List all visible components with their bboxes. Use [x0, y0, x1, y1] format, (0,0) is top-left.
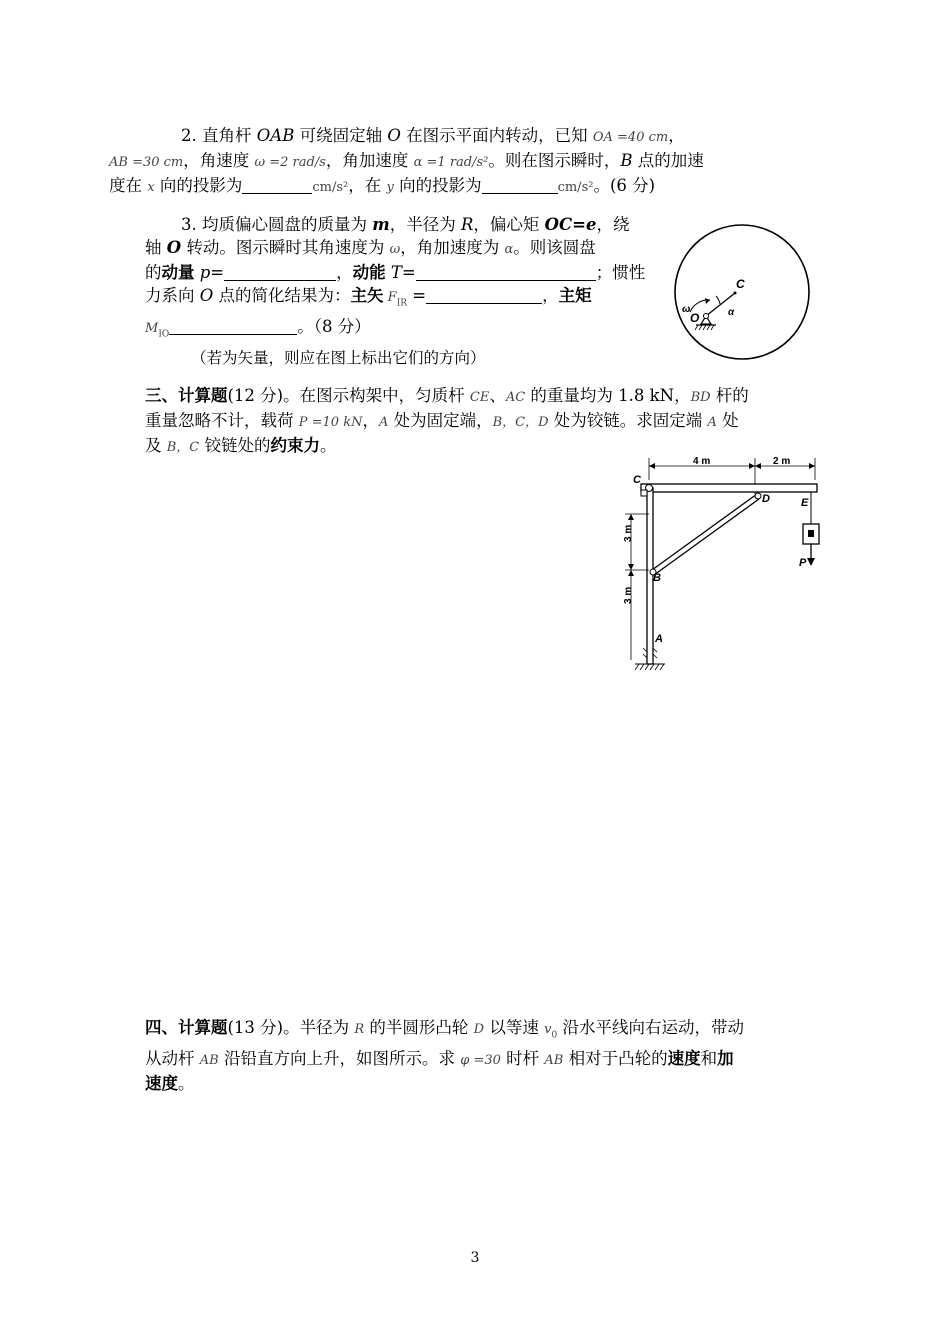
page-number: 3	[470, 1250, 480, 1266]
answer-blank-y[interactable]	[482, 177, 558, 194]
q3-text-12: 力系向	[145, 286, 200, 305]
q-three-text-9: 处	[716, 411, 739, 430]
q-four-var-r: R	[354, 1022, 365, 1037]
q3-text-8: 。则该圆盘	[513, 238, 596, 257]
q2-unit-2: cm/s²	[557, 180, 594, 195]
q3-text-10: ，	[336, 263, 353, 282]
ground-hatch-icon	[695, 325, 714, 330]
q2-text-c: 在图示平面内转动，已知	[400, 126, 593, 145]
disk-figure	[670, 220, 815, 365]
q-four-text-2: 的半圆形凸轮	[364, 1018, 474, 1037]
alpha-arrow-icon	[716, 296, 720, 304]
q3-mio-sub: IO	[158, 329, 170, 340]
q3-var-r: R	[460, 215, 474, 234]
answer-blank-main-moment[interactable]	[169, 318, 297, 335]
load-arrow-icon	[807, 558, 815, 566]
q3-var-o2: O	[199, 286, 214, 305]
dim-arrow-2-icon	[755, 463, 761, 469]
q-four-var-ab2: AB	[544, 1053, 564, 1069]
q3-fir-sub: IR	[396, 298, 408, 309]
center-c-point	[734, 292, 737, 295]
q2-text-g: 点的加速	[632, 151, 704, 170]
vdim-arrow-1-icon	[628, 514, 634, 520]
q-three-text-1: (12 分)。在图示构架中，匀质杆	[227, 386, 470, 405]
q3-text-2: ，半径为	[389, 215, 461, 234]
q-four-text-6: 沿铅直方向上升，如图所示。求	[218, 1049, 461, 1069]
q-three-text-8: 处为铰链。求固定端	[548, 411, 708, 430]
hinge-d-icon	[755, 493, 761, 499]
q-four-accel-label-2: 速度	[145, 1074, 178, 1094]
q3-momentum-label: 动量	[161, 263, 195, 282]
q-four-phi: φ =30	[460, 1053, 501, 1069]
vdim-arrow-3-icon	[628, 570, 634, 576]
q2-text-e: ，角加速度	[325, 151, 414, 170]
q-four-text-4: 沿水平线向右运动，带动	[557, 1018, 744, 1037]
q-four-velocity-label: 速度	[667, 1049, 701, 1069]
question-3	[145, 213, 663, 370]
q2-text-i: 向的投影为	[154, 176, 243, 195]
q-three-var-bd: BD	[690, 390, 711, 405]
q-three-p: P =10 kN	[298, 415, 363, 430]
load-block-mark	[808, 530, 814, 537]
q-four-text-8: 相对于凸轮的	[563, 1049, 668, 1069]
q2-var-oab: OAB	[256, 126, 295, 145]
frame-figure	[605, 452, 825, 677]
q-three-var-a: A	[378, 415, 389, 430]
q-three-var-ac: AC	[505, 390, 526, 405]
label-p-load: P	[799, 557, 807, 569]
q2-text-d: ，角速度	[183, 151, 255, 170]
bracket-c-icon	[641, 490, 647, 496]
q-four-var-ab: AB	[199, 1053, 219, 1069]
q2-alpha: α =1 rad/s²	[413, 155, 489, 170]
label-d-point: D	[762, 493, 770, 505]
question-four	[145, 1016, 807, 1095]
q2-text-j: ，在	[348, 176, 387, 195]
q2-text-f: 。则在图示瞬时，	[488, 151, 621, 170]
q-three-heading: 三、计算题	[145, 386, 228, 405]
label-c-point: C	[633, 474, 641, 486]
q2-text-k: 向的投影为	[393, 176, 482, 195]
brace-bd-2	[654, 499, 759, 575]
q-three-text-10: 及	[145, 436, 167, 455]
q2-oa: OA =40 cm	[592, 130, 669, 145]
dim-arrow-3-icon	[809, 463, 815, 469]
answer-blank-momentum[interactable]	[224, 264, 336, 281]
q2-text-b: 可绕固定轴	[294, 126, 388, 145]
q3-mio: M	[145, 321, 159, 337]
q-four-accel-label-1: 加	[717, 1049, 734, 1069]
q2-comma: ，	[668, 126, 685, 145]
q3-text-13: 点的简化结果为：	[213, 286, 351, 305]
q3-var-omega: ω	[389, 242, 401, 257]
label-a-point: A	[655, 633, 663, 645]
q3-text-6: 转动。图示瞬时其角速度为	[181, 238, 390, 257]
beam-ce	[641, 484, 817, 492]
dim-arrow-4-icon	[649, 463, 655, 469]
pivot-o-icon	[704, 314, 709, 319]
q-three-text-4: 杆的	[710, 386, 749, 405]
q2-number: 2.	[181, 126, 197, 145]
label-b-point: B	[653, 572, 661, 584]
q3-note: （若为矢量，则应在图上标出它们的方向）	[191, 348, 486, 367]
q-three-text-2: 、	[489, 386, 506, 405]
q3-main-vector-label: 主矢	[350, 286, 384, 305]
q3-main-moment-label: 主矩	[558, 286, 592, 305]
q3-var-oce: OC=e	[544, 215, 597, 234]
ground-a-area	[635, 652, 647, 664]
q3-text-7: ，角加速度为	[400, 238, 505, 257]
q-three-text-12: 。	[320, 436, 337, 455]
q2-var-o: O	[387, 126, 401, 145]
dim-arrow-1-icon	[749, 463, 755, 469]
q-four-text-5: 从动杆	[145, 1049, 200, 1069]
q3-text-5: 轴	[145, 238, 167, 257]
disk-circle	[675, 225, 809, 359]
q-three-force-label: 约束力	[270, 436, 321, 455]
q3-t-eq: T=	[385, 263, 416, 282]
q2-var-y: y	[386, 180, 394, 195]
vdim-arrow-2-icon	[628, 564, 634, 570]
q-three-text-7: 处为固定端，	[388, 411, 493, 430]
label-o: O	[690, 311, 700, 325]
q3-var-alpha: α	[504, 242, 514, 257]
q-four-and: 和	[700, 1049, 718, 1069]
q-three-text-3: 的重量均为 1.8 kN，	[525, 386, 691, 405]
q-three-var-ce: CE	[469, 390, 490, 405]
q3-text-9: 的	[145, 263, 162, 282]
q-four-text-3: 以等速	[484, 1018, 545, 1037]
question-2	[109, 124, 807, 199]
q-three-text-6: ，	[362, 411, 379, 430]
q3-text-4: ，绕	[596, 215, 630, 234]
q2-var-b: B	[620, 151, 633, 170]
q-four-text-9: 。	[178, 1074, 195, 1094]
q-three-text-5: 重量忽略不计，载荷	[145, 411, 299, 430]
q3-text-14: ，	[542, 286, 559, 305]
q3-text-1: 3. 均质偏心圆盘的质量为	[181, 215, 373, 234]
answer-blank-kinetic[interactable]	[416, 264, 596, 281]
q-four-var-v0-sub: 0	[551, 1030, 558, 1041]
q-three-var-bcd: B，C，D	[492, 415, 549, 430]
brace-bd-1	[652, 494, 757, 570]
q3-var-m: m	[372, 215, 390, 234]
label-c: C	[736, 277, 745, 291]
q2-unit-1: cm/s²	[312, 180, 349, 195]
q-four-heading: 四、计算题	[145, 1018, 228, 1037]
q-four-var-d: D	[473, 1022, 485, 1037]
answer-blank-main-vector[interactable]	[426, 287, 542, 304]
q3-text-15: 。（8 分）	[297, 317, 371, 337]
q2-text: 直角杆	[202, 126, 257, 145]
q-three-var-bc: B，C	[166, 440, 200, 455]
label-omega: ω	[682, 304, 691, 315]
label-alpha: α	[728, 307, 735, 318]
q2-ab: AB =30 cm	[109, 155, 184, 170]
q-three-text-11: 铰链处的	[199, 436, 271, 455]
omega-arrowhead-icon	[705, 298, 710, 304]
q-four-text-1: (13 分)。半径为	[227, 1018, 355, 1037]
q3-text-3: ，偏心矩	[473, 215, 545, 234]
dim-label-2m: 2 m	[773, 456, 791, 467]
q2-omega: ω =2 rad/s	[254, 155, 326, 170]
q3-fir: F	[383, 290, 397, 305]
q3-eq: =	[407, 286, 427, 305]
q3-text-11: ；惯性	[595, 263, 646, 282]
q2-text-h: 度在	[109, 176, 148, 195]
dim-label-4m: 4 m	[693, 456, 711, 467]
answer-blank-x[interactable]	[242, 177, 312, 194]
dim-label-3m-lower: 3 m	[623, 586, 634, 604]
q2-text-l: 。(6 分)	[593, 176, 656, 195]
q3-p-eq: p=	[194, 263, 225, 282]
q3-var-o: O	[166, 238, 182, 257]
q-three-var-a2: A	[707, 415, 717, 430]
q-four-var-v0: v	[544, 1022, 552, 1037]
q2-var-x: x	[147, 180, 155, 195]
q-four-text-7: 时杆	[500, 1049, 545, 1069]
label-e-point: E	[801, 497, 809, 509]
question-three	[145, 384, 807, 459]
q3-kinetic-label: 动能	[352, 263, 386, 282]
dim-label-3m-upper: 3 m	[623, 524, 634, 542]
